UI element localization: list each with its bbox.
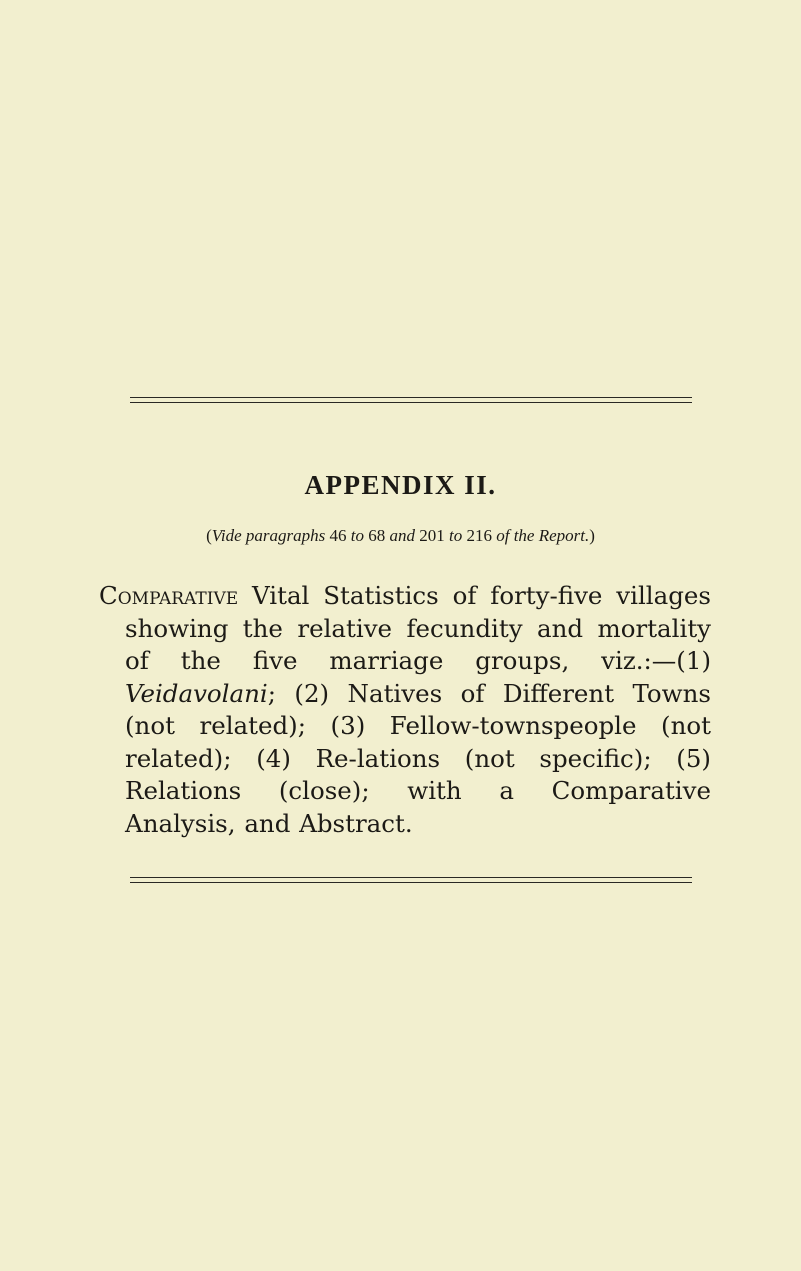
description-paragraph: Comparative Vital Statistics of forty-five villages showing the relative fecundity and mortality of the five marriage groups, viz.:—(1) Veidavolani; (2) Natives of Different Towns (not related); (3) Fellow-townspeople (not related); (4) Re-lations (not specific); (5) Relations (close); with a Comparative Analysis, and Abstract. xyxy=(99,581,711,838)
vide-reference: (Vide paragraphs 46 to 68 and 201 to 216 of the Report.) xyxy=(206,526,595,545)
appendix-title: APPENDIX II. xyxy=(304,470,497,500)
veidavolani-term: Veidavolani xyxy=(125,678,268,708)
lead-word: Comparative xyxy=(99,581,239,610)
top-double-rule xyxy=(130,397,692,407)
bottom-double-rule xyxy=(130,877,692,887)
